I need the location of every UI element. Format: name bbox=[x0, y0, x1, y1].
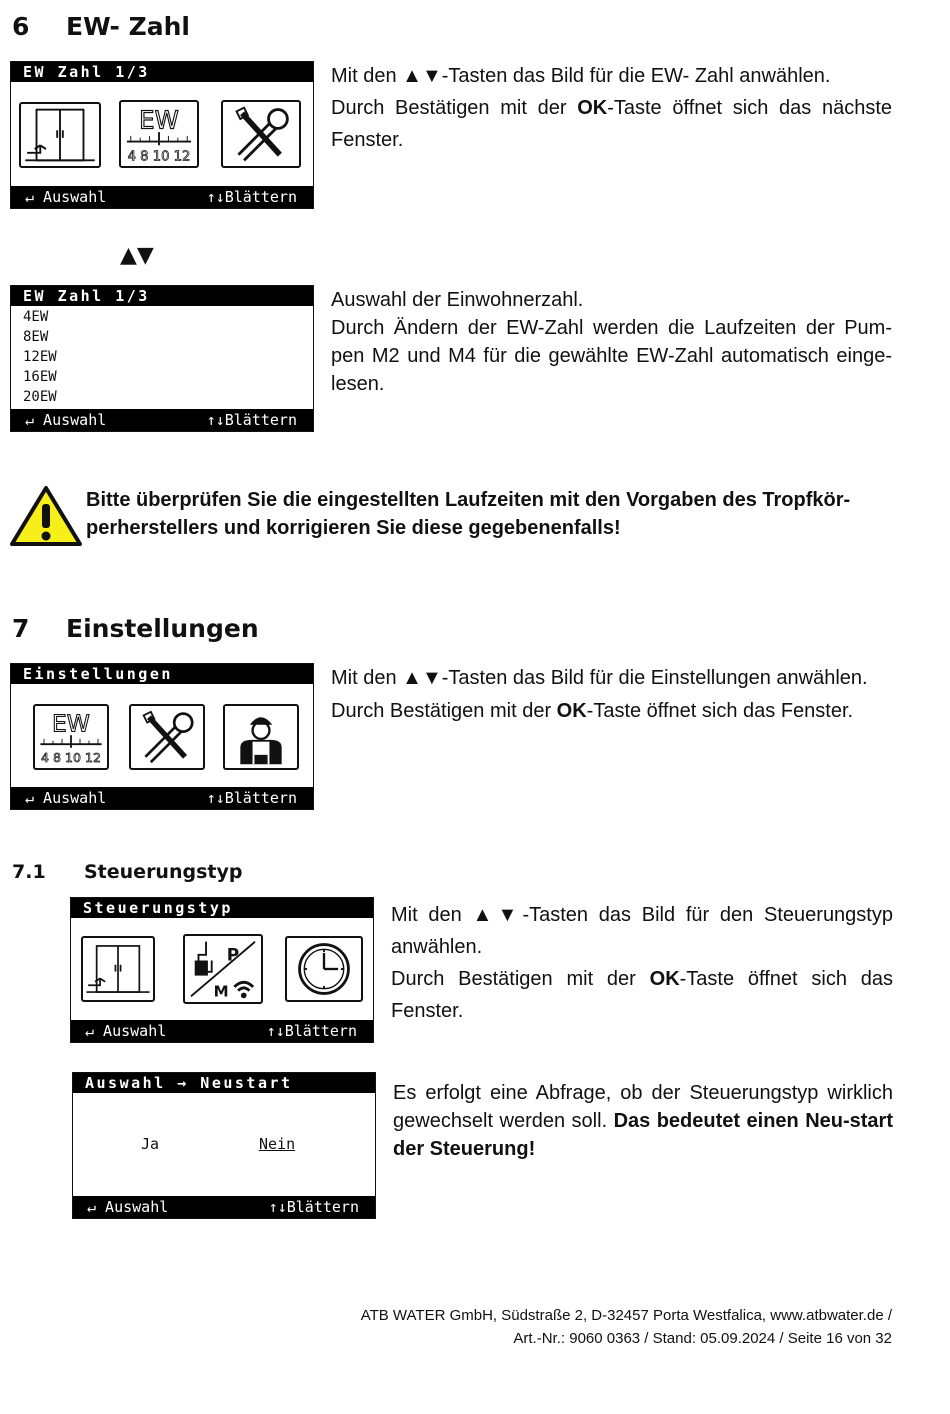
text: Bitte überprüfen Sie die eingestellten Laufzeiten mit den Vorgaben des Tropfkör- bbox=[86, 489, 851, 511]
lcd-footer bbox=[71, 1020, 373, 1042]
svg-text:4 8 10 12: 4 8 10 12 bbox=[40, 750, 102, 766]
scroll-hint: ↑↓Blättern bbox=[268, 1198, 359, 1216]
ew-zahl-instructions bbox=[331, 60, 892, 156]
ew-option-list bbox=[23, 307, 57, 407]
text: -Taste öffnet sich das Fenster. bbox=[586, 700, 854, 722]
select-hint: ↵ Auswahl bbox=[87, 1198, 169, 1216]
text: Durch Bestätigen mit der bbox=[391, 968, 650, 990]
lcd-screen-restart-confirm bbox=[72, 1072, 376, 1219]
company-address: ATB WATER GmbH, Südstraße 2, D-32457 Porta Westfalica, www.atbwater.de / bbox=[360, 1307, 892, 1324]
list-item[interactable]: 12EW bbox=[23, 349, 57, 365]
svg-text:P: P bbox=[226, 945, 240, 966]
text: Mit den bbox=[331, 667, 403, 689]
text: -Taste öffnet sich das nächste Fenster. bbox=[331, 97, 893, 151]
select-hint: ↵ Auswahl bbox=[25, 411, 107, 429]
ew-scale-icon bbox=[33, 704, 109, 770]
svg-text:4 8 10 12: 4 8 10 12 bbox=[127, 149, 191, 165]
list-item[interactable]: 8EW bbox=[23, 329, 49, 345]
text: Mit den bbox=[391, 904, 473, 926]
section-7-heading bbox=[12, 614, 412, 648]
section-number: 7.1 bbox=[12, 861, 46, 883]
text: Durch Bestätigen mit der bbox=[331, 700, 557, 722]
select-hint: ↵ Auswahl bbox=[25, 789, 107, 807]
section-number: 6 bbox=[12, 12, 30, 41]
einstellungen-instructions bbox=[331, 662, 892, 728]
warning-icon bbox=[10, 484, 82, 548]
ok-key: OK bbox=[556, 700, 587, 722]
text: Durch Ändern der EW-Zahl werden die Laufzeiten der Pum-pen M2 und M4 für die gewählte EW-Zahl automatisch einge-lesen. bbox=[331, 317, 892, 395]
lcd-footer bbox=[73, 1196, 375, 1218]
select-hint: ↵ Auswahl bbox=[25, 188, 107, 206]
lcd-footer bbox=[11, 787, 313, 809]
lcd-footer bbox=[11, 186, 313, 208]
scroll-hint: ↑↓Blättern bbox=[206, 789, 297, 807]
ew-selection-text bbox=[331, 286, 892, 398]
list-item[interactable]: 4EW bbox=[23, 309, 49, 325]
lcd-header: Auswahl → Neustart bbox=[73, 1073, 375, 1093]
no-option[interactable]: Nein bbox=[259, 1135, 296, 1153]
section-title: EW- Zahl bbox=[66, 12, 190, 41]
lcd-header: EW Zahl 1/3 bbox=[11, 286, 313, 306]
tools-icon bbox=[221, 100, 301, 168]
ok-key: OK bbox=[577, 97, 608, 119]
restart-warning-text bbox=[393, 1079, 893, 1163]
page-footer bbox=[361, 1304, 892, 1350]
svg-text:EW: EW bbox=[52, 709, 90, 738]
scroll-hint: ↑↓Blättern bbox=[266, 1022, 357, 1040]
arrow-keys-glyph: ▲▼ bbox=[402, 667, 442, 689]
text: perherstellers und korrigieren Sie diese gegebenenfalls! bbox=[86, 517, 621, 539]
lcd-screen-steuerungstyp bbox=[70, 897, 374, 1043]
text: Mit den bbox=[331, 65, 403, 87]
up-down-arrows: ▲▼ bbox=[120, 243, 154, 268]
door-exit-icon bbox=[81, 936, 155, 1002]
tools-icon bbox=[129, 704, 205, 770]
runtime-warning bbox=[86, 486, 896, 542]
technician-icon bbox=[223, 704, 299, 770]
list-item[interactable]: 20EW bbox=[23, 389, 57, 405]
lcd-screen-ew-list bbox=[10, 285, 314, 432]
lcd-header: Einstellungen bbox=[11, 664, 313, 684]
pump-wireless-icon bbox=[183, 934, 263, 1004]
text: -Tasten das Bild für die EW- Zahl anwählen. bbox=[441, 65, 831, 87]
scroll-hint: ↑↓Blättern bbox=[206, 188, 297, 206]
section-6-heading bbox=[12, 12, 312, 46]
text: Durch Bestätigen mit der bbox=[331, 97, 578, 119]
arrow-keys-glyph: ▲▼ bbox=[402, 65, 442, 87]
svg-text:EW: EW bbox=[139, 105, 179, 135]
text: Es erfolgt eine Abfrage, ob der Steuerungstyp wirklich gewechselt werden soll. bbox=[393, 1082, 893, 1132]
section-title: Einstellungen bbox=[66, 614, 259, 643]
section-title: Steuerungstyp bbox=[84, 861, 243, 883]
section-number: 7 bbox=[12, 614, 30, 643]
steuerungstyp-instructions bbox=[391, 899, 893, 1027]
text: Auswahl der Einwohnerzahl. bbox=[331, 289, 584, 311]
text: -Tasten das Bild für die Einstellungen anwählen. bbox=[441, 667, 868, 689]
lcd-screen-einstellungen bbox=[10, 663, 314, 810]
clock-icon bbox=[285, 936, 363, 1002]
text: -Taste öffnet sich das Fenster. bbox=[391, 968, 894, 1022]
select-hint: ↵ Auswahl bbox=[85, 1022, 167, 1040]
svg-text:M: M bbox=[213, 982, 229, 1001]
list-item[interactable]: 16EW bbox=[23, 369, 57, 385]
document-info: Art.-Nr.: 9060 0363 / Stand: 05.09.2024 / Seite 16 von 32 bbox=[513, 1330, 892, 1347]
ew-scale-icon bbox=[119, 100, 199, 168]
text: -Tasten das Bild für den Steuerungstyp anwählen. bbox=[391, 904, 893, 958]
ok-key: OK bbox=[649, 968, 680, 990]
lcd-header: Steuerungstyp bbox=[71, 898, 373, 918]
lcd-footer bbox=[11, 409, 313, 431]
section-7-1-heading bbox=[12, 861, 312, 887]
yes-option[interactable]: Ja bbox=[141, 1135, 160, 1153]
lcd-screen-ew-zahl bbox=[10, 61, 314, 209]
arrow-keys-glyph: ▲▼ bbox=[472, 904, 523, 926]
lcd-header: EW Zahl 1/3 bbox=[11, 62, 313, 82]
scroll-hint: ↑↓Blättern bbox=[206, 411, 297, 429]
door-exit-icon bbox=[19, 102, 101, 168]
restart-emphasis: Das bedeutet einen Neu-start der Steuerung! bbox=[393, 1110, 893, 1160]
